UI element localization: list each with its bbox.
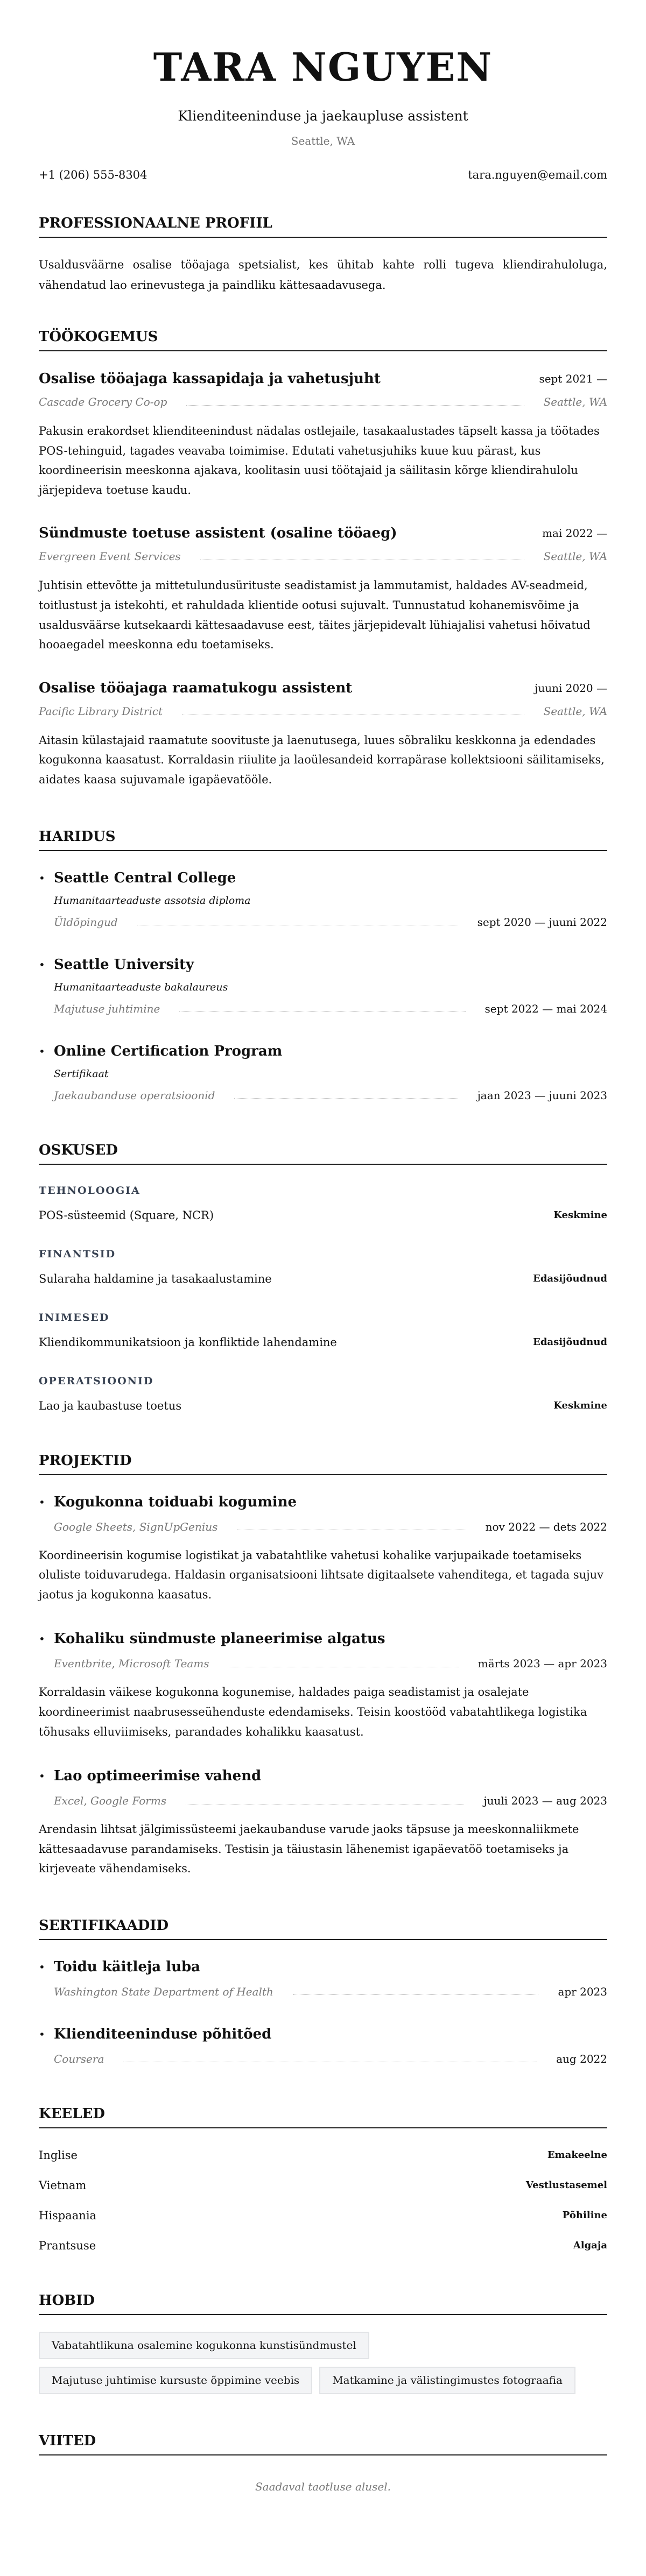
language-name: Hispaania [39,2209,97,2222]
meta-left: Majutuse juhtimine [54,1002,160,1015]
section-heading: TÖÖKOGEMUS [39,328,607,351]
skill-level: Keskmine [553,1399,607,1411]
project-description: Koordineerisin kogumise logistikat ja vabatahtlike vahetusi kohalike varjupaikade toetamiseks oluliste toiduvarudega. Haldasin organisatsiooni lihtsate digitaalsete vahenditega, et tagada sujuv jaotus ja kogukonna kaasatus. [39,1548,604,1601]
meta-right: apr 2023 [558,1985,607,1998]
section-heading: VIITED [39,2432,607,2455]
language-row [39,2238,607,2254]
item-title: Toidu käitleja luba [54,1958,200,1975]
meta-left: Jaekaubanduse operatsioonid [54,1088,215,1102]
item-title-row [39,955,607,974]
skill-name: Sularaha haldamine ja tasakaalustamine [39,1272,272,1285]
meta-right: aug 2022 [556,2052,607,2065]
certification-entry [39,2025,607,2067]
language-name: Prantsuse [39,2239,96,2252]
meta-left: Cascade Grocery Co-op [39,395,167,408]
section-heading: HOBID [39,2291,607,2315]
meta-row [39,703,607,719]
certifications-section [39,1916,607,2067]
meta-row [39,1793,607,1809]
bullet-icon: • [39,2027,45,2041]
job-title-row [39,369,607,388]
contact-row [39,167,607,183]
skill-level: Keskmine [553,1209,607,1221]
hobby-tag: Majutuse juhtimise kursuste õppimine veebis [39,2367,312,2394]
location: Seattle, WA [291,135,355,147]
skill-level: Edasijõudnud [533,1272,607,1284]
bullet-icon: • [39,1632,45,1646]
item-title: Kohaliku sündmuste planeerimise algatus [54,1631,385,1647]
language-level: Emakeelne [547,2149,607,2161]
skill-row [39,1271,607,1287]
skill-category: FINANTSID [39,1248,116,1260]
language-row [39,2177,607,2193]
language-level: Vestlustasemel [525,2179,607,2191]
education-entry [39,1042,607,1103]
item-title-row [39,2025,607,2044]
meta-right: Seattle, WA [543,704,607,718]
degree: Sertifikaat [54,1067,109,1080]
meta-right: Seattle, WA [543,550,607,563]
meta-left: Pacific Library District [39,704,163,718]
skill-row [39,1398,607,1414]
meta-left: Üldõpingud [54,915,118,929]
meta-row [39,548,607,564]
meta-row [39,1984,607,2000]
meta-row [39,1519,607,1535]
section-heading: SERTIFIKAADID [39,1916,607,1940]
skill-name: POS-süsteemid (Square, NCR) [39,1208,214,1222]
meta-left: Washington State Department of Health [54,1985,273,1998]
meta-row [39,1001,607,1017]
email: tara.nguyen@email.com [468,168,607,181]
job-description: Juhtisin ettevõtte ja mittetulundusürituste seadistamist ja lammutamist, haldades AV-seadmeid, toitlustust ja istekohti, et rahuldada klientide ootusi sujuvalt. Tunnustatud kohanemisvõime ja usaldusväärse kutsekaardi kättesaadavuse eest, täites järjepidevalt lühiajalisi vahetusi hõivatud hooaegadel meeskonna edu toetamiseks. [39,579,591,652]
job-date: mai 2022 — [542,527,607,540]
job-date: juuni 2020 — [535,681,607,695]
references-text: Saadaval taotluse alusel. [255,2480,391,2493]
item-title-row [39,1042,607,1061]
degree: Humanitaarteaduste assotsia diploma [54,894,251,907]
bullet-icon: • [39,1044,45,1058]
job-title-row [39,678,607,698]
dotted-leader [179,1011,465,1012]
section-heading: PROFESSIONAALNE PROFIIL [39,214,607,238]
dotted-leader [293,1994,539,1995]
hobbies-section [39,2291,607,2394]
education-entry [39,868,607,930]
project-entry [39,1766,607,1879]
meta-right: nov 2022 — dets 2022 [485,1520,607,1533]
bullet-icon: • [39,871,45,884]
meta-left: Evergreen Event Services [39,550,181,563]
resume-header [39,46,607,183]
skill-name: Kliendikommunikatsioon ja konfliktide lahendamine [39,1335,337,1349]
language-row [39,2207,607,2224]
item-title-row [39,1492,607,1512]
job-title-row [39,523,607,543]
language-level: Algaja [573,2239,607,2251]
candidate-name: TARA NGUYEN [153,44,493,90]
certification-entry [39,1957,607,2000]
education-section [39,827,607,1103]
hobby-tag: Vabatahtlikuna osalemine kogukonna kunstisündmustel [39,2332,369,2359]
skills-section [39,1141,607,1414]
meta-row [39,1655,607,1672]
item-title: Klienditeeninduse põhitõed [54,2026,272,2042]
skill-level: Edasijõudnud [533,1336,607,1348]
meta-right: sept 2022 — mai 2024 [484,1002,607,1015]
project-description: Korraldasin väikese kogukonna kogunemise, haldades paiga seadistamist ja osalejate koordineerimist naabrusesseühenduste edendamiseks. Teisin koostööd vabatahtlikega logistika tõhusaks elluviimiseks, parandades kohalikku kaasatust. [39,1686,587,1738]
references-section [39,2432,607,2495]
meta-left: Coursera [54,2052,104,2065]
dotted-leader [234,1098,458,1099]
bullet-icon: • [39,1770,45,1783]
item-title: Kogukonna toiduabi kogumine [54,1494,297,1510]
skill-row [39,1334,607,1350]
degree: Humanitaarteaduste bakalaureus [54,981,228,993]
phone: +1 (206) 555-8304 [39,168,148,181]
job-description: Pakusin erakordset klienditeenindust nädalas ostlejaile, tasakaalustades täpselt kassa ja töötades POS-tehinguid, tagades veavaba toimimise. Edutati vahetusjuhiks kuue kuu pärast, kus koordineerisin meeskonna ajakava, koolitasin uusi töötajaid ja säilitasin kõrge kliendirahulolu järjepideva toetuse kaudu. [39,424,600,497]
skill-row [39,1207,607,1223]
item-title-row [39,1766,607,1786]
hobby-tag: Matkamine ja välistingimustes fotograafia [319,2367,575,2394]
meta-row [39,2051,607,2067]
item-title: Seattle University [54,956,194,973]
job-entry [39,523,607,654]
project-entry [39,1492,607,1605]
section-heading: PROJEKTID [39,1452,607,1475]
section-heading: HARIDUS [39,827,607,851]
profile-text: Usaldusväärne osalise tööajaga spetsialist, kes ühitab kahte rolli tugeva kliendirahuloluga, vähendatud lao erinevustega ja paindliku kättesaadavusega. [39,258,607,292]
job-entry [39,369,607,500]
job-title: Sündmuste toetuse assistent (osaline tööaeg) [39,525,397,542]
skill-category: OPERATSIOONID [39,1375,154,1387]
bullet-icon: • [39,1495,45,1509]
item-title: Seattle Central College [54,869,236,886]
skill-category: INIMESED [39,1311,110,1324]
section-heading: OSKUSED [39,1141,607,1165]
bullet-icon: • [39,1960,45,1973]
item-title-row [39,1629,607,1648]
meta-right: Seattle, WA [543,395,607,408]
meta-right: juuli 2023 — aug 2023 [483,1794,607,1808]
job-title: Osalise tööajaga raamatukogu assistent [39,680,353,696]
language-row [39,2147,607,2163]
job-title: Klienditeeninduse ja jaekaupluse assistent [178,108,468,124]
item-title: Lao optimeerimise vahend [54,1768,262,1785]
job-title: Osalise tööajaga kassapidaja ja vahetusjuht [39,371,381,387]
job-date: sept 2021 — [539,372,607,385]
item-title: Online Certification Program [54,1043,283,1059]
language-name: Inglise [39,2148,78,2162]
language-name: Vietnam [39,2178,87,2192]
project-entry [39,1629,607,1742]
meta-right: sept 2020 — juuni 2022 [477,915,607,929]
education-entry [39,955,607,1017]
meta-left: Google Sheets, SignUpGenius [54,1520,218,1533]
profile-section [39,214,607,295]
project-description: Arendasin lihtsat jälgimissüsteemi jaekaubanduse varude jaoks täpsuse ja meeskonnaliikmete kättesaadavuse parandamiseks. Testisin ja täiustasin lähenemist igapäevatöö toetamiseks ja kirjeveate vähendamiseks. [39,1823,579,1876]
meta-left: Eventbrite, Microsoft Teams [54,1657,209,1671]
job-entry [39,678,607,790]
dotted-leader [186,405,524,406]
section-heading: KEELED [39,2105,607,2128]
meta-right: jaan 2023 — juuni 2023 [477,1088,607,1102]
skill-category: TEHNOLOOGIA [39,1184,141,1197]
meta-row [39,394,607,410]
languages-section [39,2105,607,2254]
item-title-row [39,1957,607,1977]
language-level: Põhiline [562,2209,607,2221]
meta-right: märts 2023 — apr 2023 [478,1657,607,1671]
bullet-icon: • [39,958,45,971]
item-title-row [39,868,607,888]
meta-row [39,1087,607,1103]
meta-row [39,914,607,930]
projects-section [39,1452,607,1879]
meta-left: Excel, Google Forms [54,1794,167,1808]
experience-section [39,328,607,790]
skill-name: Lao ja kaubastuse toetus [39,1399,182,1412]
job-description: Aitasin külastajaid raamatute soovituste ja laenutusega, luues sõbraliku keskkonna ja edendades kogukonna kaasatust. Korraldasin riiulite ja laoülesandeid korrapärase kollektsiooni säilitamiseks, aidates kaasa sujuvamale igapäevatööle. [39,733,605,786]
